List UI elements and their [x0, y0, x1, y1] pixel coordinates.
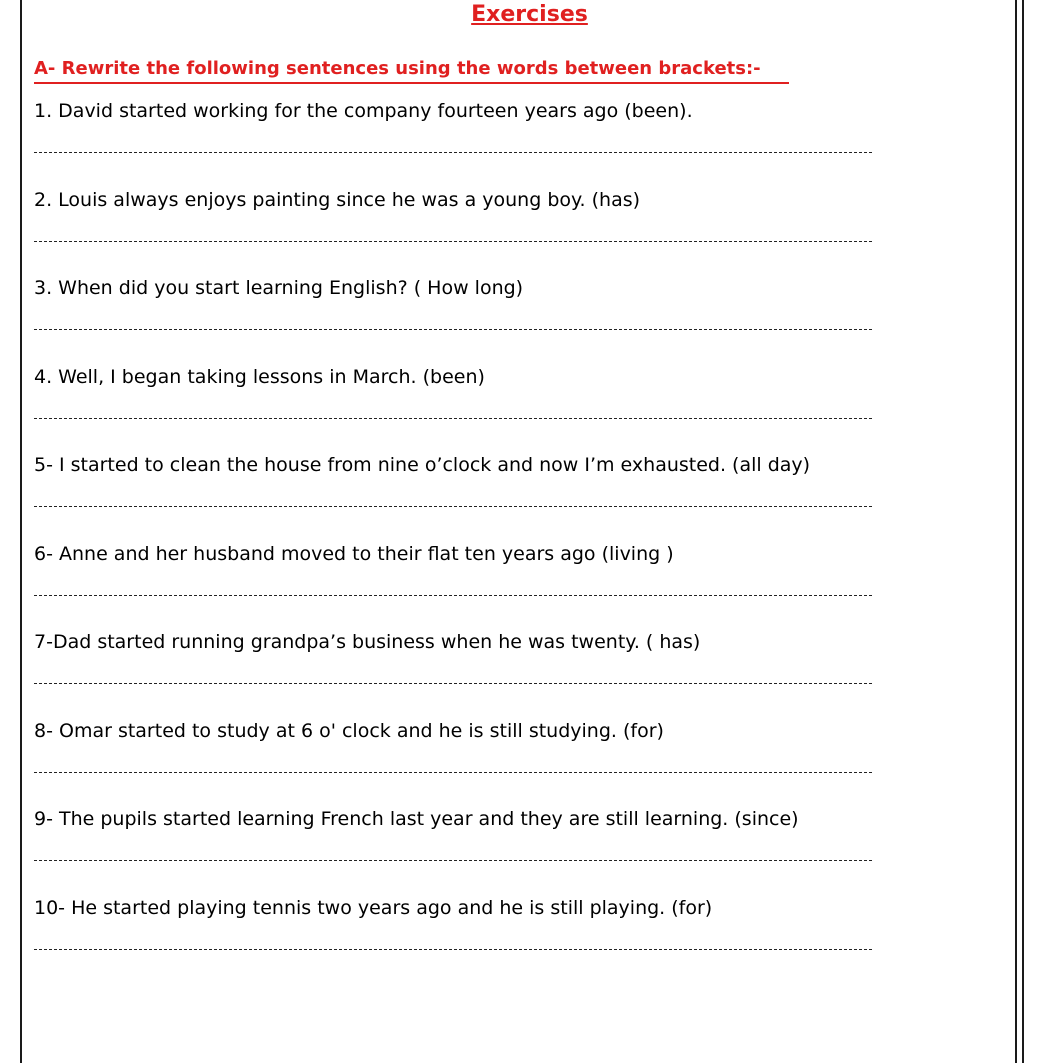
instruction-underline — [34, 82, 789, 84]
question-text: 7-Dad started running grandpa’s business when he was twenty. ( has) — [34, 631, 701, 653]
question-item-4 — [34, 362, 874, 451]
answer-line[interactable] — [34, 860, 872, 861]
question-text: 5- I started to clean the house from nine o’clock and now I’m exhausted. (all day) — [34, 454, 811, 476]
page-border-right-inner — [1015, 0, 1017, 1063]
answer-line[interactable] — [34, 772, 872, 773]
answer-line[interactable] — [34, 683, 872, 684]
question-text: 1. David started working for the company fourteen years ago (been). — [34, 100, 693, 122]
answer-line[interactable] — [34, 329, 872, 330]
question-text: 6- Anne and her husband moved to their flat ten years ago (living ) — [34, 542, 674, 565]
question-item-8 — [34, 716, 874, 805]
answer-line[interactable] — [34, 418, 872, 419]
question-item-1 — [34, 96, 874, 185]
question-item-2 — [34, 185, 874, 274]
answer-line[interactable] — [34, 949, 872, 950]
question-item-5 — [34, 450, 874, 539]
question-item-3 — [34, 273, 874, 362]
question-text: 10- He started playing tennis two years ago and he is still playing. (for) — [34, 896, 713, 919]
answer-line[interactable] — [34, 152, 872, 153]
question-text: 4. Well, I began taking lessons in March. (been) — [34, 365, 485, 388]
question-item-9 — [34, 804, 874, 893]
question-item-7 — [34, 627, 874, 716]
question-list — [34, 96, 874, 981]
page-title: Exercises — [471, 2, 588, 27]
answer-line[interactable] — [34, 506, 872, 507]
answer-line[interactable] — [34, 241, 872, 242]
section-instruction: A- Rewrite the following sentences using the words between brackets:- — [34, 58, 761, 79]
question-text: 2. Louis always enjoys painting since he was a young boy. (has) — [34, 188, 641, 211]
question-item-6 — [34, 539, 874, 628]
question-text: 8- Omar started to study at 6 o' clock and he is still studying. (for) — [34, 719, 664, 742]
question-text: 3. When did you start learning English? ( How long) — [34, 277, 524, 299]
page-border-right-outer — [1022, 0, 1024, 1063]
page-border-left — [20, 0, 22, 1063]
question-item-10 — [34, 893, 874, 982]
answer-line[interactable] — [34, 595, 872, 596]
question-text: 9- The pupils started learning French last year and they are still learning. (since) — [34, 808, 799, 830]
